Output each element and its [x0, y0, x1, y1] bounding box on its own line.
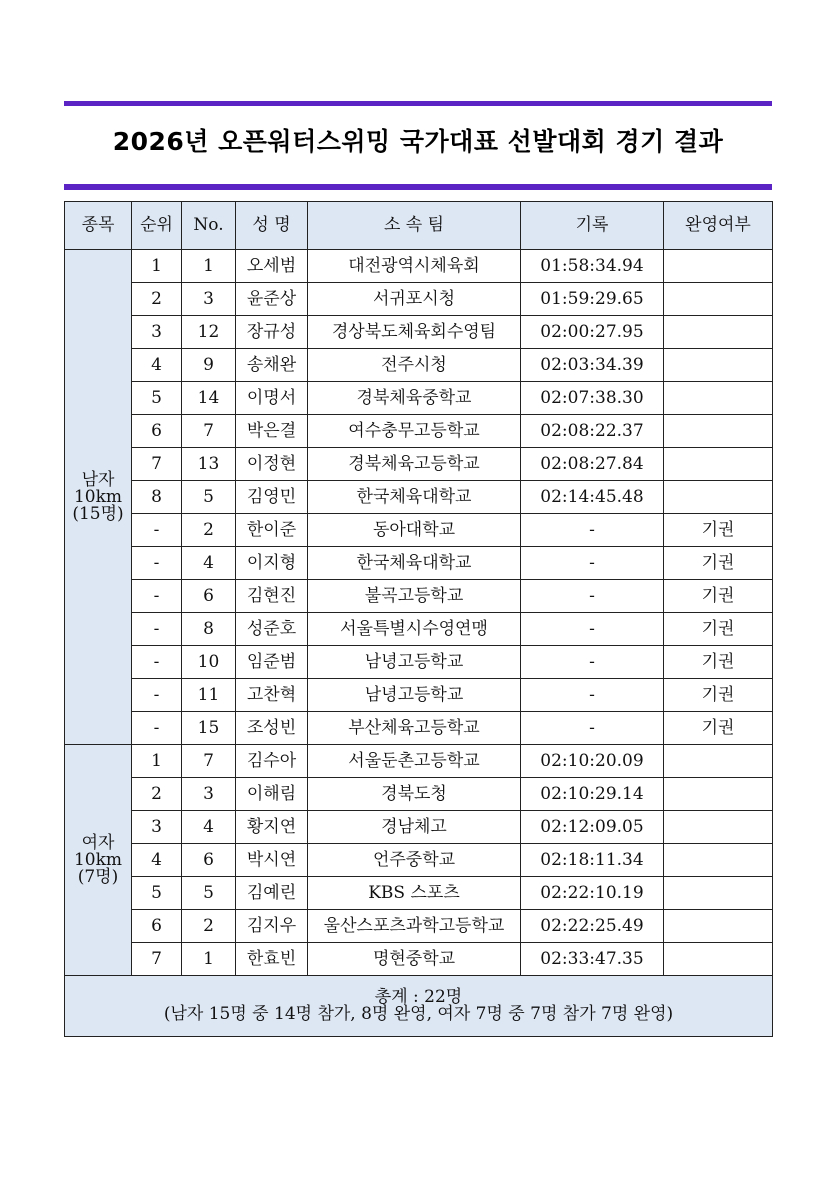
- cell-no: 3: [182, 778, 236, 811]
- cell-name: 조성빈: [236, 712, 308, 745]
- cell-name: 김지우: [236, 910, 308, 943]
- cell-record: 02:12:09.05: [521, 811, 664, 844]
- cell-no: 2: [182, 514, 236, 547]
- cell-rank: 2: [132, 778, 182, 811]
- cell-no: 5: [182, 481, 236, 514]
- table-row: [65, 415, 773, 448]
- cell-finish: 기권: [664, 613, 773, 646]
- cell-record: 02:18:11.34: [521, 844, 664, 877]
- cell-record: 02:10:20.09: [521, 745, 664, 778]
- table-row: [65, 646, 773, 679]
- cell-no: 15: [182, 712, 236, 745]
- event-label-line: 남자: [81, 469, 115, 490]
- cell-name: 한이준: [236, 514, 308, 547]
- cell-team: 서울특별시수영연맹: [308, 613, 521, 646]
- table-row: [65, 382, 773, 415]
- table-row: [65, 514, 773, 547]
- cell-record: 02:08:22.37: [521, 415, 664, 448]
- cell-team: 언주중학교: [308, 844, 521, 877]
- cell-record: -: [521, 580, 664, 613]
- cell-finish: [664, 283, 773, 316]
- table-row: [65, 877, 773, 910]
- cell-no: 4: [182, 547, 236, 580]
- cell-finish: [664, 448, 773, 481]
- cell-rank: 4: [132, 349, 182, 382]
- cell-name: 이명서: [236, 382, 308, 415]
- cell-rank: -: [132, 514, 182, 547]
- cell-finish: [664, 481, 773, 514]
- header-no: No.: [182, 202, 236, 250]
- page-title: 2026년 오픈워터스위밍 국가대표 선발대회 경기 결과: [112, 127, 724, 156]
- event-label: [65, 745, 132, 976]
- cell-rank: 1: [132, 745, 182, 778]
- cell-rank: 8: [132, 481, 182, 514]
- header-finish: 완영여부: [664, 202, 773, 250]
- cell-team: 남녕고등학교: [308, 679, 521, 712]
- cell-record: 02:03:34.39: [521, 349, 664, 382]
- cell-name: 송채완: [236, 349, 308, 382]
- cell-rank: 4: [132, 844, 182, 877]
- cell-record: -: [521, 679, 664, 712]
- cell-team: 한국체육대학교: [308, 547, 521, 580]
- bottom-divider: [64, 184, 772, 190]
- cell-rank: -: [132, 580, 182, 613]
- cell-finish: [664, 316, 773, 349]
- cell-finish: 기권: [664, 514, 773, 547]
- cell-team: 경북체육중학교: [308, 382, 521, 415]
- cell-finish: [664, 943, 773, 976]
- cell-record: -: [521, 514, 664, 547]
- cell-team: 울산스포츠과학고등학교: [308, 910, 521, 943]
- cell-rank: -: [132, 712, 182, 745]
- cell-rank: 7: [132, 448, 182, 481]
- event-label-line: (15명): [72, 503, 124, 524]
- cell-no: 13: [182, 448, 236, 481]
- table-row: [65, 547, 773, 580]
- cell-no: 11: [182, 679, 236, 712]
- cell-record: -: [521, 712, 664, 745]
- cell-record: -: [521, 646, 664, 679]
- cell-finish: [664, 778, 773, 811]
- cell-record: 02:07:38.30: [521, 382, 664, 415]
- cell-name: 성준호: [236, 613, 308, 646]
- cell-name: 이해림: [236, 778, 308, 811]
- header-team: 소 속 팀: [308, 202, 521, 250]
- cell-team: KBS 스포츠: [308, 877, 521, 910]
- cell-no: 8: [182, 613, 236, 646]
- table-row: [65, 943, 773, 976]
- cell-finish: 기권: [664, 580, 773, 613]
- cell-team: 경남체고: [308, 811, 521, 844]
- cell-record: -: [521, 547, 664, 580]
- cell-no: 5: [182, 877, 236, 910]
- cell-name: 김영민: [236, 481, 308, 514]
- cell-record: 02:22:10.19: [521, 877, 664, 910]
- cell-rank: -: [132, 613, 182, 646]
- table-row: [65, 250, 773, 283]
- cell-no: 1: [182, 250, 236, 283]
- cell-finish: [664, 877, 773, 910]
- cell-team: 동아대학교: [308, 514, 521, 547]
- cell-no: 10: [182, 646, 236, 679]
- cell-team: 서귀포시청: [308, 283, 521, 316]
- table-row: [65, 316, 773, 349]
- cell-finish: [664, 250, 773, 283]
- cell-name: 오세범: [236, 250, 308, 283]
- cell-rank: 6: [132, 910, 182, 943]
- cell-no: 3: [182, 283, 236, 316]
- summary-cell: [65, 976, 773, 1037]
- event-label-line: 10km: [73, 849, 123, 870]
- cell-rank: 1: [132, 250, 182, 283]
- cell-record: 02:22:25.49: [521, 910, 664, 943]
- cell-team: 대전광역시체육회: [308, 250, 521, 283]
- cell-finish: [664, 382, 773, 415]
- cell-name: 고찬혁: [236, 679, 308, 712]
- cell-team: 서울둔촌고등학교: [308, 745, 521, 778]
- event-label-line: (7명): [77, 866, 119, 887]
- table-row: [65, 349, 773, 382]
- cell-record: -: [521, 613, 664, 646]
- results-table: [64, 201, 773, 1037]
- cell-name: 이지형: [236, 547, 308, 580]
- cell-team: 경상북도체육회수영팀: [308, 316, 521, 349]
- cell-rank: 3: [132, 316, 182, 349]
- table-row: [65, 481, 773, 514]
- cell-finish: [664, 811, 773, 844]
- header-record: 기록: [521, 202, 664, 250]
- cell-record: 01:59:29.65: [521, 283, 664, 316]
- table-row: [65, 613, 773, 646]
- cell-finish: 기권: [664, 712, 773, 745]
- cell-rank: 2: [132, 283, 182, 316]
- cell-rank: 7: [132, 943, 182, 976]
- cell-rank: 5: [132, 877, 182, 910]
- cell-name: 김예린: [236, 877, 308, 910]
- cell-team: 남녕고등학교: [308, 646, 521, 679]
- cell-name: 윤준상: [236, 283, 308, 316]
- cell-name: 김수아: [236, 745, 308, 778]
- header-row: [65, 202, 773, 250]
- cell-team: 여수충무고등학교: [308, 415, 521, 448]
- cell-team: 경북도청: [308, 778, 521, 811]
- cell-rank: -: [132, 547, 182, 580]
- header-name: 성 명: [236, 202, 308, 250]
- table-row: [65, 712, 773, 745]
- cell-team: 불곡고등학교: [308, 580, 521, 613]
- table-row: [65, 283, 773, 316]
- summary-total: 총계 : 22명: [374, 987, 463, 1007]
- cell-record: 01:58:34.94: [521, 250, 664, 283]
- cell-finish: [664, 415, 773, 448]
- cell-name: 임준범: [236, 646, 308, 679]
- cell-finish: 기권: [664, 679, 773, 712]
- event-label: [65, 250, 132, 745]
- cell-no: 7: [182, 415, 236, 448]
- cell-no: 7: [182, 745, 236, 778]
- table-row: [65, 811, 773, 844]
- cell-no: 6: [182, 844, 236, 877]
- header-event: 종목: [65, 202, 132, 250]
- cell-name: 김현진: [236, 580, 308, 613]
- cell-rank: 3: [132, 811, 182, 844]
- table-row: [65, 844, 773, 877]
- cell-no: 1: [182, 943, 236, 976]
- cell-record: 02:08:27.84: [521, 448, 664, 481]
- event-label-line: 여자: [81, 832, 115, 853]
- cell-name: 한효빈: [236, 943, 308, 976]
- table-row: [65, 580, 773, 613]
- table-row: [65, 745, 773, 778]
- cell-finish: [664, 910, 773, 943]
- table-row: [65, 448, 773, 481]
- cell-rank: -: [132, 646, 182, 679]
- summary-detail: (남자 15명 중 14명 참가, 8명 완영, 여자 7명 중 7명 참가 7명 완영): [163, 1004, 674, 1024]
- cell-name: 박시연: [236, 844, 308, 877]
- header-rank: 순위: [132, 202, 182, 250]
- event-label-line: 10km: [73, 486, 123, 507]
- cell-finish: 기권: [664, 646, 773, 679]
- cell-record: 02:00:27.95: [521, 316, 664, 349]
- cell-team: 한국체육대학교: [308, 481, 521, 514]
- cell-no: 4: [182, 811, 236, 844]
- cell-name: 장규성: [236, 316, 308, 349]
- cell-record: 02:33:47.35: [521, 943, 664, 976]
- cell-no: 14: [182, 382, 236, 415]
- cell-finish: [664, 349, 773, 382]
- cell-rank: 6: [132, 415, 182, 448]
- cell-finish: 기권: [664, 547, 773, 580]
- cell-team: 경북체육고등학교: [308, 448, 521, 481]
- cell-finish: [664, 844, 773, 877]
- table-row: [65, 910, 773, 943]
- cell-team: 전주시청: [308, 349, 521, 382]
- cell-record: 02:10:29.14: [521, 778, 664, 811]
- cell-no: 9: [182, 349, 236, 382]
- cell-name: 황지연: [236, 811, 308, 844]
- cell-name: 박은결: [236, 415, 308, 448]
- cell-record: 02:14:45.48: [521, 481, 664, 514]
- cell-name: 이정현: [236, 448, 308, 481]
- cell-no: 12: [182, 316, 236, 349]
- top-divider: [64, 101, 772, 106]
- table-row: [65, 778, 773, 811]
- cell-team: 부산체육고등학교: [308, 712, 521, 745]
- cell-finish: [664, 745, 773, 778]
- cell-rank: 5: [132, 382, 182, 415]
- cell-team: 명현중학교: [308, 943, 521, 976]
- summary-row: [65, 976, 773, 1037]
- cell-no: 6: [182, 580, 236, 613]
- table-row: [65, 679, 773, 712]
- cell-no: 2: [182, 910, 236, 943]
- cell-rank: -: [132, 679, 182, 712]
